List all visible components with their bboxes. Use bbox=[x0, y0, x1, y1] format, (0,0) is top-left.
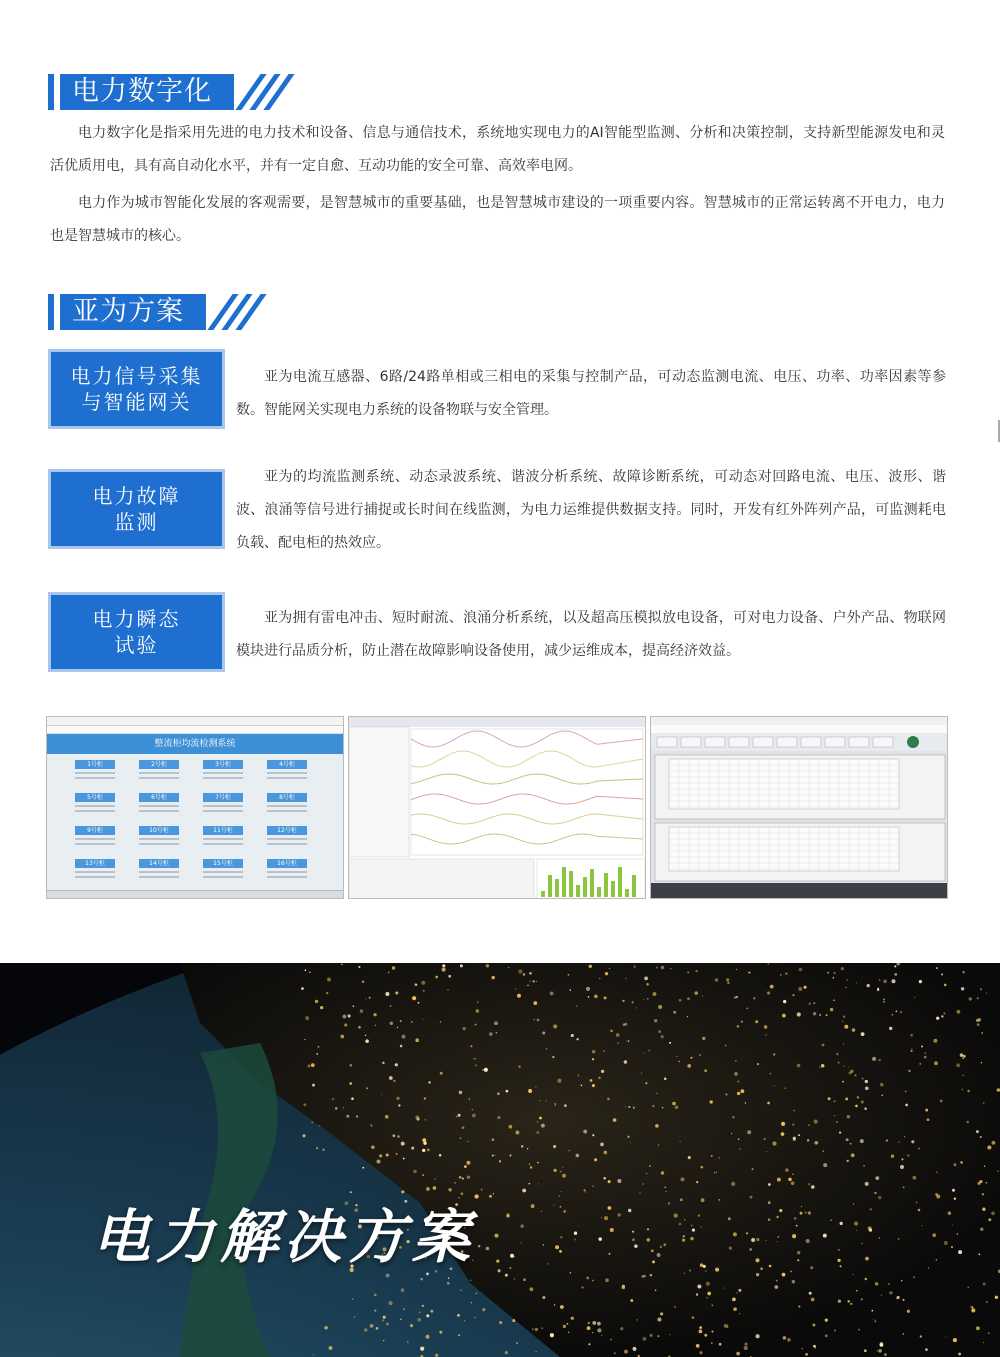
harmonic-bar bbox=[611, 881, 615, 897]
screenshot-waveform-recorder bbox=[348, 716, 646, 899]
card-title-line: 监测 bbox=[114, 510, 159, 534]
stripe-decoration bbox=[234, 74, 296, 110]
cabinet-label: 5号柜 bbox=[75, 793, 115, 802]
cabinet-tile[interactable] bbox=[203, 826, 243, 845]
toolbar-button bbox=[729, 737, 749, 747]
earth-night-banner bbox=[0, 963, 1000, 1357]
toolbar-button bbox=[873, 737, 893, 747]
solution-card-fault-monitoring bbox=[48, 469, 225, 549]
cabinet-label: 7号柜 bbox=[203, 793, 243, 802]
cabinet-tile[interactable] bbox=[139, 793, 179, 812]
card-title-line: 电力信号采集 bbox=[70, 364, 203, 388]
cabinet-tile[interactable] bbox=[139, 859, 179, 878]
cabinet-label: 8号柜 bbox=[267, 793, 307, 802]
harmonic-bar bbox=[618, 867, 622, 897]
cabinet-label: 15号柜 bbox=[203, 859, 243, 868]
intro-paragraph-1: 电力数字化是指采用先进的电力技术和设备、信息与通信技术，系统地实现电力的AI智能型监测、分析和决策控制，支持新型能源发电和灵活优质用电，具有高自动化水平，并有一定自愈、互动功能的安全可靠、高效率电网。 bbox=[50, 125, 945, 174]
toolbar-button bbox=[825, 737, 845, 747]
stripe-decoration bbox=[206, 294, 268, 330]
cabinet-tile[interactable] bbox=[75, 859, 115, 878]
card-title-line: 与智能网关 bbox=[81, 390, 192, 414]
cabinet-tile[interactable] bbox=[267, 859, 307, 878]
cabinet-tile[interactable] bbox=[267, 793, 307, 812]
cabinet-tile[interactable] bbox=[75, 826, 115, 845]
card-title-line: 试验 bbox=[114, 633, 159, 657]
screenshot-analysis-software bbox=[650, 716, 948, 899]
analysis-view bbox=[651, 717, 948, 899]
toolbar-button bbox=[753, 737, 773, 747]
waveform-view bbox=[349, 717, 646, 899]
harmonic-bar bbox=[632, 875, 636, 897]
cabinet-label: 2号柜 bbox=[139, 760, 179, 769]
harmonic-bar bbox=[562, 867, 566, 897]
section-title: 亚为方案 bbox=[60, 294, 206, 330]
toolbar-button bbox=[777, 737, 797, 747]
cabinet-grid bbox=[47, 754, 343, 890]
toolbar-button bbox=[657, 737, 677, 747]
solution-text-fault-monitoring: 亚为的均流监测系统、动态录波系统、谐波分析系统、故障诊断系统，可动态对回路电流、电压、波形、谐波、浪涌等信号进行捕捉或长时间在线监测，为电力运维提供数据支持。同时，开发有红外阵列产品，可监测耗电负载、配电柜的热效应。 bbox=[236, 469, 946, 551]
earth-globe-image bbox=[0, 963, 1000, 1357]
cabinet-tile[interactable] bbox=[75, 760, 115, 779]
cabinet-label: 9号柜 bbox=[75, 826, 115, 835]
cabinet-tile[interactable] bbox=[267, 826, 307, 845]
screenshot-current-sharing-system bbox=[46, 716, 344, 899]
toolbar-button bbox=[849, 737, 869, 747]
toolbar-button bbox=[801, 737, 821, 747]
toolbar-button bbox=[681, 737, 701, 747]
cabinet-label: 10号柜 bbox=[139, 826, 179, 835]
cabinet-label: 4号柜 bbox=[267, 760, 307, 769]
toolbar-button bbox=[705, 737, 725, 747]
harmonic-bar bbox=[541, 891, 545, 897]
harmonic-bar bbox=[604, 873, 608, 897]
section-title: 电力数字化 bbox=[60, 74, 234, 110]
solution-text-transient-test: 亚为拥有雷电冲击、短时耐流、浪涌分析系统，以及超高压模拟放电设备，可对电力设备、户外产品、物联网模块进行品质分析，防止潜在故障影响设备使用，减少运维成本，提高经济效益。 bbox=[236, 610, 946, 659]
cabinet-tile[interactable] bbox=[267, 760, 307, 779]
cabinet-label: 11号柜 bbox=[203, 826, 243, 835]
cabinet-label: 3号柜 bbox=[203, 760, 243, 769]
harmonic-bar bbox=[548, 875, 552, 897]
section-header-solution bbox=[48, 294, 268, 330]
cabinet-tile[interactable] bbox=[203, 859, 243, 878]
card-title-line: 电力故障 bbox=[92, 484, 181, 508]
section-header-digitization bbox=[48, 74, 296, 110]
cabinet-tile[interactable] bbox=[139, 760, 179, 779]
harmonic-bar bbox=[555, 879, 559, 897]
harmonic-bar bbox=[569, 871, 573, 897]
solution-card-transient-test bbox=[48, 592, 225, 672]
header-bar bbox=[48, 294, 54, 330]
shot-title: 整流柜均流检测系统 bbox=[47, 734, 343, 754]
cabinet-tile[interactable] bbox=[139, 826, 179, 845]
banner-title: 电力解决方案 bbox=[92, 1203, 477, 1271]
solution-card-signal-gateway bbox=[48, 349, 225, 429]
cabinet-tile[interactable] bbox=[75, 793, 115, 812]
cabinet-label: 16号柜 bbox=[267, 859, 307, 868]
cabinet-tile[interactable] bbox=[203, 760, 243, 779]
harmonic-bar bbox=[576, 885, 580, 897]
solution-text-signal-gateway: 亚为电流互感器、6路/24路单相或三相电的采集与控制产品，可动态监测电流、电压、功率、功率因素等参数。智能网关实现电力系统的设备物联与安全管理。 bbox=[236, 369, 946, 418]
harmonic-bar bbox=[590, 869, 594, 897]
cabinet-label: 13号柜 bbox=[75, 859, 115, 868]
intro-paragraph-2: 电力作为城市智能化发展的客观需要，是智慧城市的重要基础，也是智慧城市建设的一项重要内容。智慧城市的正常运转离不开电力，电力也是智慧城市的核心。 bbox=[50, 195, 945, 244]
cabinet-label: 14号柜 bbox=[139, 859, 179, 868]
cabinet-label: 6号柜 bbox=[139, 793, 179, 802]
card-title-line: 电力瞬态 bbox=[92, 607, 181, 631]
cabinet-label: 1号柜 bbox=[75, 760, 115, 769]
header-bar bbox=[48, 74, 54, 110]
harmonic-bar bbox=[625, 889, 629, 897]
cabinet-tile[interactable] bbox=[203, 793, 243, 812]
harmonic-bar bbox=[597, 887, 601, 897]
cabinet-label: 12号柜 bbox=[267, 826, 307, 835]
harmonic-bar bbox=[583, 877, 587, 897]
